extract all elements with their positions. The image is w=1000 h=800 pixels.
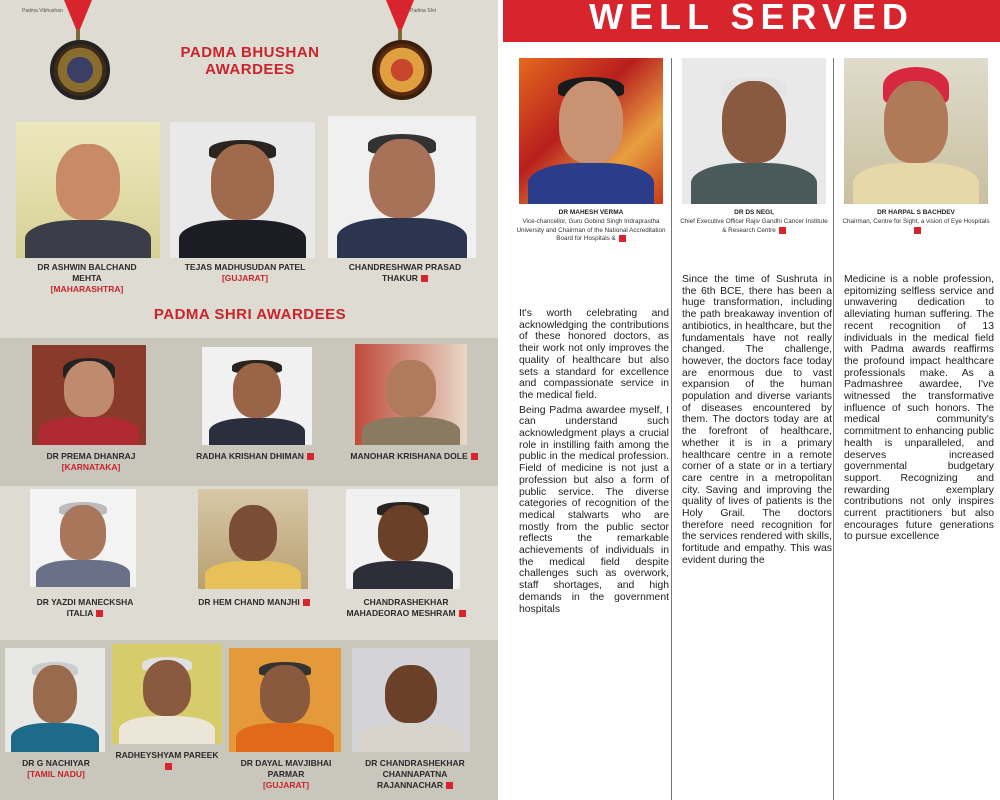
- columnist-name: DR MAHESH VERMA: [558, 209, 624, 216]
- awardee-caption: RADHA KRISHAN DHIMAN: [190, 451, 320, 462]
- column-divider: [671, 58, 672, 800]
- marker-icon: [619, 235, 626, 242]
- awardee-photo: [32, 345, 146, 445]
- column-text: It's worth celebrating and acknowledging the contributions of these honored doctors, as their work not only improves the quality of healthcare but also sets a standard for excellence and compassionate service in the medical field. Being Padma awardee myself, I can understand such acknowledgment plays a crucial role in instilling faith among the public in the medical profession. Field of medicine is not just a profession but also a form of public service. The diverse categories of recognition of the medical stalwarts who are mostly from the public sector reflects the remarkable achievements of individuals in the medical field despite challenges such as overwork, staff shortages, and high demands in the government hospitals: [519, 308, 669, 615]
- awardee-photo: [355, 344, 467, 445]
- awardee-caption: DR ASHWIN BALCHAND MEHTA [MAHARASHTRA]: [37, 262, 137, 294]
- awardee-caption: DR CHANDRASHEKHAR CHANNAPATNA RAJANNACHAR: [365, 758, 465, 790]
- column-text: Medicine is a noble profession, epitomizing selfless service and unwavering dedication to alleviating human suffering. The recent recognition of 13 individuals in the medical field with Padma awards reaffirms the profound impact healthcare professionals make. As a Padmashree awardee, I've witnessed the transformative influence of such honors. The medical community's commitment to enhancing public health is unparalleled, and deserves increased governmental budgetary support. Recognizing and rewarding exemplary contributions not only inspires current practitioners but also encourages future generations to pursue excellence: [844, 274, 994, 543]
- columnist-designation: Vice-chancellor, Guru Gobind Singh Indraprastha University and Chairman of the National Accreditation Board for Hospitals &: [516, 218, 666, 243]
- columnist-name: DR HARPAL S BACHDEV: [877, 209, 955, 216]
- medal-caption-left: Padma Vibhushan: [22, 8, 63, 14]
- awardee-caption: TEJAS MADHUSUDAN PATEL [GUJARAT]: [184, 262, 306, 283]
- awardee-photo: [30, 489, 136, 587]
- columnist-designation: Chief Executive Officer Rajiv Gandhi Cancer Institute & Research Centre: [680, 218, 828, 234]
- columnist-name: DR DS NEGI,: [734, 209, 774, 216]
- marker-icon: [471, 453, 478, 460]
- awardee-photo: [5, 648, 105, 752]
- awardee-caption: CHANDRASHEKHAR MAHADEORAO MESHRAM: [340, 597, 472, 619]
- awardee-photo: [170, 122, 315, 258]
- awardee-photo: [198, 489, 308, 589]
- marker-icon: [421, 275, 428, 282]
- marker-icon: [459, 610, 466, 617]
- awardees-panel: [0, 0, 498, 800]
- awardee-caption: RADHEYSHYAM PAREEK: [112, 750, 222, 772]
- awardee-caption: DR G NACHIYAR [TAMIL NADU]: [22, 758, 90, 779]
- awardee-caption: MANOHAR KRISHANA DOLE: [350, 451, 478, 462]
- awardee-photo: [202, 347, 312, 445]
- column-divider: [833, 58, 834, 800]
- awardee-photo: [346, 489, 460, 589]
- marker-icon: [96, 610, 103, 617]
- marker-icon: [779, 227, 786, 234]
- marker-icon: [307, 453, 314, 460]
- awardee-photo: [112, 644, 222, 744]
- awardee-caption: DR HEM CHAND MANJHI: [196, 597, 312, 608]
- awardee-photo: [229, 648, 341, 752]
- awardee-caption: DR YAZDI MANECKSHA ITALIA: [36, 597, 134, 618]
- marker-icon: [303, 599, 310, 606]
- columnist-designation: Chairman, Centre for Sight, a vision of Eye Hospitals: [840, 218, 992, 235]
- awardee-photo: [328, 116, 476, 258]
- columnist-photo: [682, 58, 826, 204]
- padma-medal-left-icon: [48, 0, 108, 108]
- padma-medal-right-icon: [370, 0, 430, 108]
- columnist-photo: [519, 58, 663, 204]
- awardee-caption: CHANDRESHWAR PRASAD THAKUR: [348, 262, 462, 283]
- awardee-photo: [352, 648, 470, 752]
- well-served-panel: [503, 0, 1000, 800]
- section-header: WELL SERVED: [503, 0, 1000, 42]
- medal-caption-right: Padma Shri: [410, 8, 437, 14]
- padma-bhushan-heading: PADMA BHUSHAN AWARDEES: [180, 44, 320, 78]
- awardee-caption: DR PREMA DHANRAJ [KARNATAKA]: [46, 451, 136, 472]
- marker-icon: [446, 782, 453, 789]
- padma-shri-heading: PADMA SHRI AWARDEES: [153, 306, 347, 323]
- marker-icon: [165, 763, 172, 770]
- marker-icon: [914, 227, 921, 234]
- column-text: Since the time of Sushruta in the 6th BCE, there has been a huge transformation, including the path breakaway invention of antibiotics, in healthcare, but the fundamentals have not really changed. The challenge, however, the doctors face today are enormous due to vast expansion of the human population and diverse variants of diseases encountered by them. The doctors today are at the forefront of healthcare, whether it is in a primary healthcare centre in a remote corner of a state or in a tertiary care centre in a metropolitan city. Saving and improving the quality of lives of patients is the Holy Grail. The doctors therefore need recognition for the services rendered with skills, fortitude and empathy. This was evident during the: [682, 274, 832, 566]
- columnist-photo: [844, 58, 988, 204]
- awardee-photo: [16, 122, 160, 258]
- awardee-caption: DR DAYAL MAVJIBHAI PARMAR [GUJARAT]: [240, 758, 332, 790]
